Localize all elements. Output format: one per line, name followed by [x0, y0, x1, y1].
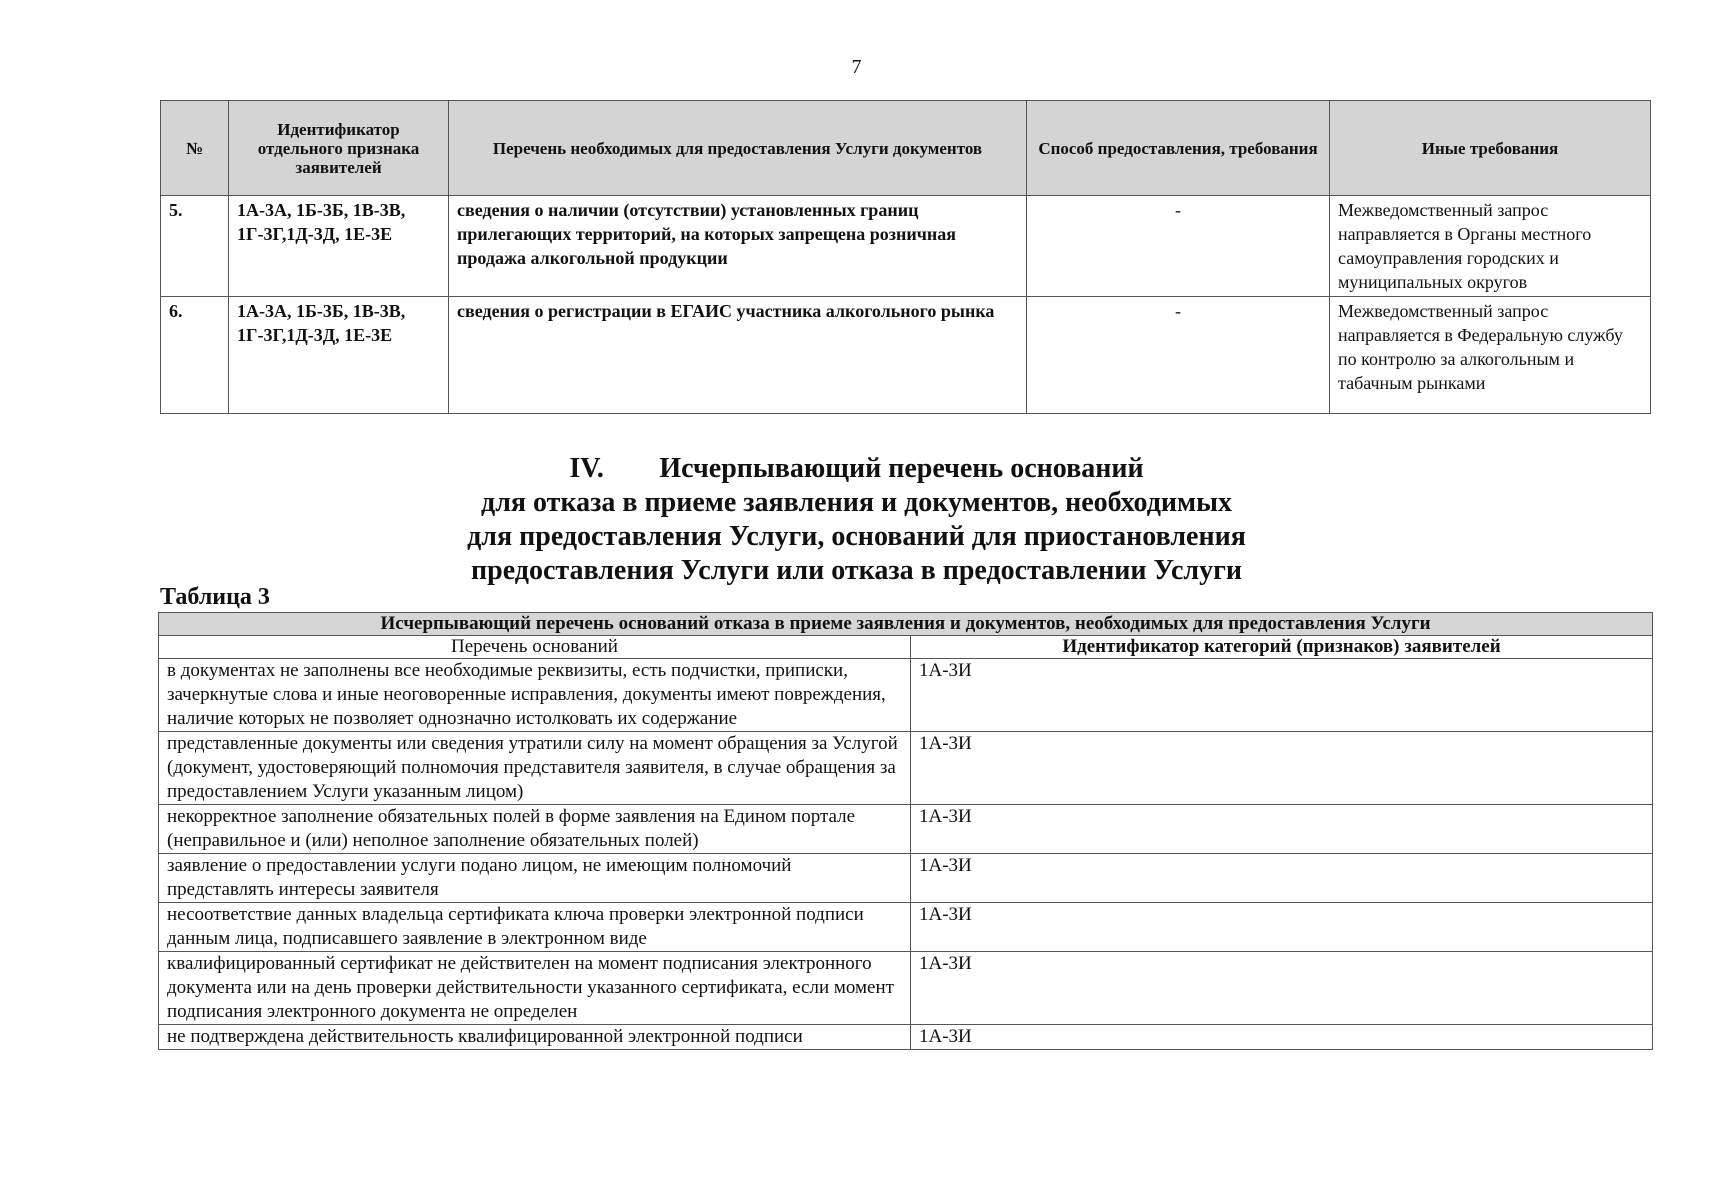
category-id: 1А-3И: [911, 805, 1653, 854]
table-row: [159, 952, 1653, 1025]
category-id: 1А-3И: [911, 903, 1653, 952]
category-id: 1А-3И: [911, 952, 1653, 1025]
row-method: -: [1027, 297, 1330, 414]
header-applicant-categories: Идентификатор категорий (признаков) заявителей: [911, 636, 1653, 659]
section-title-line-1: Исчерпывающий перечень оснований: [659, 453, 1144, 484]
row-documents: сведения о наличии (отсутствии) установленных границ прилегающих территорий, на которых запрещена розничная продажа алкогольной продукции: [449, 196, 1027, 297]
table-row: [159, 732, 1653, 805]
reason-text: квалифицированный сертификат не действителен на момент подписания электронного документа или на день проверки действительности указанного сертификата, если момент подписания электронного документа не определен: [159, 952, 911, 1025]
header-reasons: Перечень оснований: [159, 636, 911, 659]
row-other-requirements: Межведомственный запрос направляется в Органы местного самоуправления городских и муниципальных округов: [1330, 196, 1651, 297]
section-title-line-3: для предоставления Услуги, оснований для приостановления: [467, 521, 1246, 552]
table-row: [159, 805, 1653, 854]
table-caption: Таблица 3: [160, 584, 270, 610]
reason-text: представленные документы или сведения утратили силу на момент обращения за Услугой (документ, удостоверяющий полномочия представителя заявителя, в случае обращения за предоставлением Услуги указанным лицом): [159, 732, 911, 805]
category-id: 1А-3И: [911, 854, 1653, 903]
header-other-requirements: Иные требования: [1330, 101, 1651, 196]
table-row: [161, 196, 1651, 297]
header-documents: Перечень необходимых для предоставления Услуги документов: [449, 101, 1027, 196]
reason-text: заявление о предоставлении услуги подано лицом, не имеющим полномочий представлять интересы заявителя: [159, 854, 911, 903]
table-row: [159, 903, 1653, 952]
reason-text: некорректное заполнение обязательных полей в форме заявления на Едином портале (неправильное и (или) неполное заполнение обязательных полей): [159, 805, 911, 854]
row-number: 5.: [161, 196, 229, 297]
section-title-line-2: для отказа в приеме заявления и документов, необходимых: [481, 487, 1232, 518]
table-row: [159, 854, 1653, 903]
row-identifiers: 1А-3А, 1Б-3Б, 1В-3В, 1Г-3Г,1Д-3Д, 1Е-3Е: [229, 297, 449, 414]
row-method: -: [1027, 196, 1330, 297]
refusal-table-title: Исчерпывающий перечень оснований отказа в приеме заявления и документов, необходимых для предоставления Услуги: [159, 613, 1653, 636]
reason-text: несоответствие данных владельца сертификата ключа проверки электронной подписи данным лица, подписавшего заявление в электронном виде: [159, 903, 911, 952]
header-identifier: Идентификатор отдельного признака заявителей: [229, 101, 449, 196]
table-row: [159, 1025, 1653, 1050]
reason-text: в документах не заполнены все необходимые реквизиты, есть подчистки, приписки, зачеркнутые слова и иные неоговоренные исправления, документы имеют повреждения, наличие которых не позволяет однозначно истолковать их содержание: [159, 659, 911, 732]
documents-table: [160, 100, 1651, 414]
header-method: Способ предоставления, требования: [1027, 101, 1330, 196]
row-number: 6.: [161, 297, 229, 414]
header-number: №: [161, 101, 229, 196]
category-id: 1А-3И: [911, 659, 1653, 732]
table-row: [159, 659, 1653, 732]
row-identifiers: 1А-3А, 1Б-3Б, 1В-3В, 1Г-3Г,1Д-3Д, 1Е-3Е: [229, 196, 449, 297]
documents-table-header: [161, 101, 1651, 196]
section-title-line-4: предоставления Услуги или отказа в предоставлении Услуги: [471, 555, 1242, 586]
section-number: IV.: [569, 453, 604, 484]
page-number: 7: [851, 56, 862, 78]
row-documents: сведения о регистрации в ЕГАИС участника алкогольного рынка: [449, 297, 1027, 414]
row-other-requirements: Межведомственный запрос направляется в Федеральную службу по контролю за алкогольным и табачным рынками: [1330, 297, 1651, 414]
category-id: 1А-3И: [911, 732, 1653, 805]
refusal-grounds-table: [158, 612, 1653, 1050]
category-id: 1А-3И: [911, 1025, 1653, 1050]
section-heading: [0, 452, 1713, 588]
reason-text: не подтверждена действительность квалифицированной электронной подписи: [159, 1025, 911, 1050]
table-row: [161, 297, 1651, 414]
